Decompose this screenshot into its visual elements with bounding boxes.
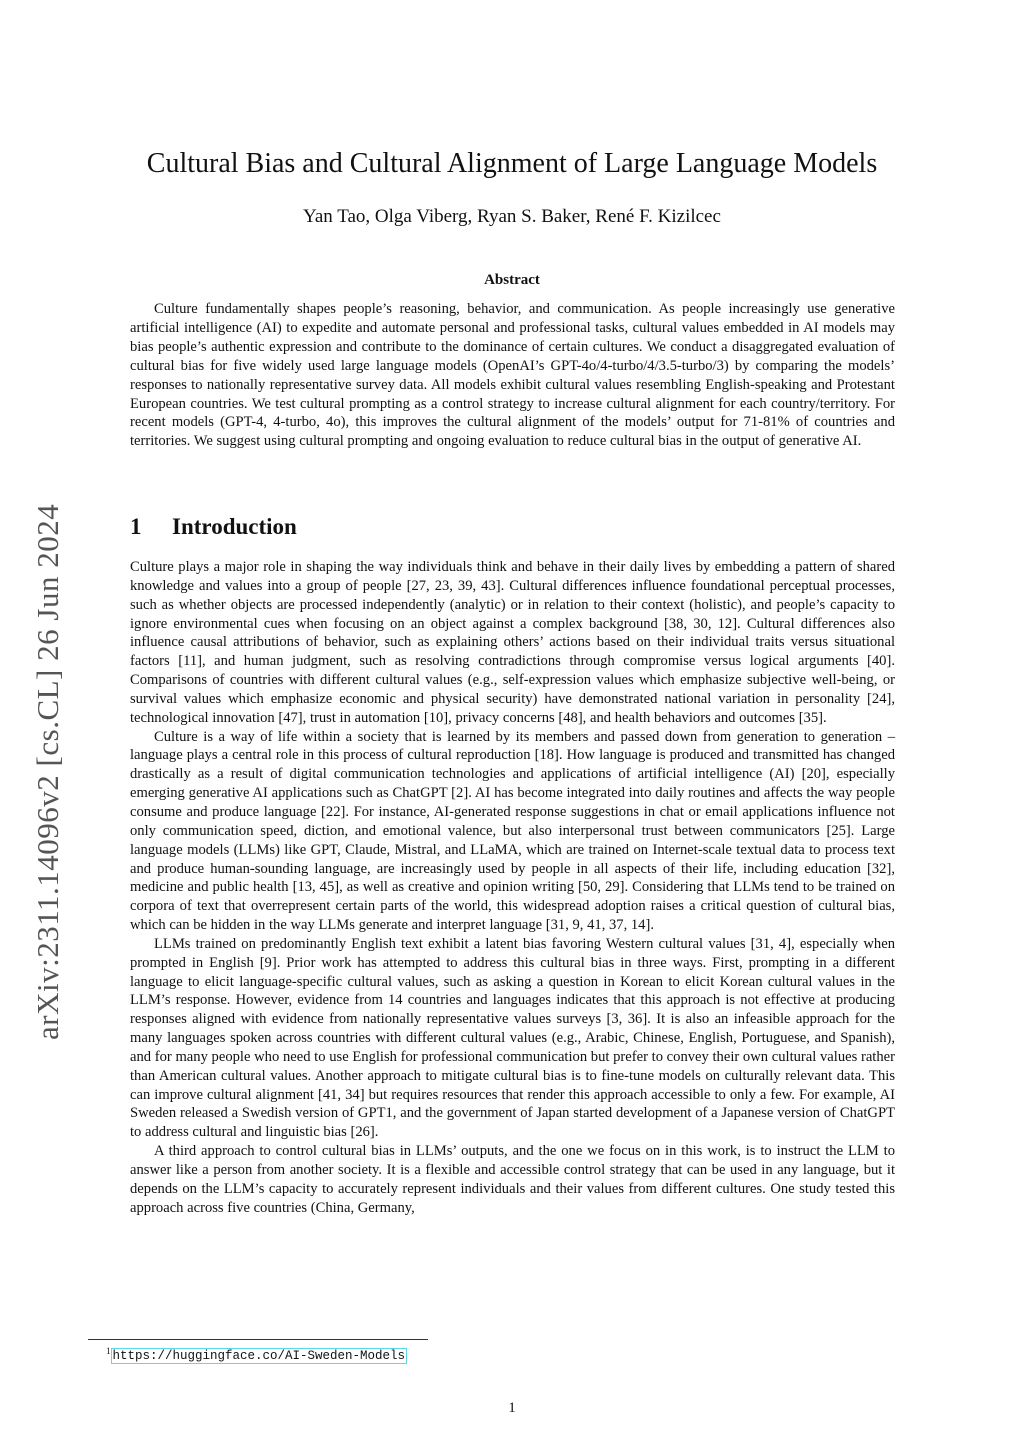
abstract-heading: Abstract (484, 272, 540, 288)
paper-title: Cultural Bias and Cultural Alignment of Large Language Models (146, 148, 878, 179)
footnote-link[interactable]: https://huggingface.co/AI-Sweden-Models (112, 1349, 406, 1364)
paragraph: A third approach to control cultural bias in LLMs’ outputs, and the one we focus on in this work, is to instruct the LLM to answer like a person from another society. It is a flexible and accessible control strategy that can be used in any language, but it depends on the LLM’s capacity to accurately represent individuals and their values from different cultures. One study tested this approach across five countries (China, Germany, (130, 1143, 895, 1216)
paragraph: LLMs trained on predominantly English text exhibit a latent bias favoring Western cultural values [31, 4], especially when prompted in English [9]. Prior work has attempted to address this cultural bias in three ways. First, prompting in a different language to elicit language-specific cultural values, such as asking a question in Korean to elicit Korean cultural values in the LLM’s response. However, evidence from 14 countries and languages indicates that this approach is not effective at producing responses aligned with evidence from nationally representative values surveys [3, 36]. It is also an infeasible approach for the many languages spoken across countries with different cultural values (e.g., Arabic, Chinese, English, Portuguese, and Spanish), and for many people who need to use English for professional communication but prefer to convey their own cultural values rather than American cultural values. Another approach to mitigate cultural bias is to fine-tune models on culturally relevant data. This can improve cultural alignment [41, 34] but requires resources that render this approach accessible to only a few. For example, AI Sweden released a Swedish version of GPT1, and the government of Japan started development of a Japanese version of ChatGPT to address cultural and linguistic bias [26]. (130, 935, 895, 1141)
footnote (106, 1346, 407, 1363)
section-number: 1 (130, 514, 142, 539)
paragraph: Culture plays a major role in shaping the way individuals think and behave in their daily lives by embedding a pattern of shared knowledge and values into a group of people [27, 23, 39, 43]. Cultural differences influence foundational perceptual processes, such as whether objects are processed independently (analytic) or in relation to their context (holistic), and people’s capacity to ignore environmental cues when focusing on an object against a complex background [38, 30, 12]. Cultural differences also influence causal attributions of behavior, such as explaining others’ actions based on their individual traits versus situational factors [11], and human judgment, such as resolving contradictions through compromise versus logical arguments [40]. Comparisons of countries with different cultural values (e.g., self-expression values which emphasize subjective well-being, or survival values which emphasize economic and physical security) have demonstrated national variation in personality [24], technological innovation [47], trust in automation [10], privacy concerns [48], and health behaviors and outcomes [35]. (130, 559, 895, 726)
introduction-body (130, 558, 895, 1218)
section-title: Introduction (172, 514, 297, 539)
footnote-marker: 1 (106, 1346, 111, 1356)
section-heading (130, 514, 297, 540)
footnote-divider (88, 1339, 428, 1340)
author-list: Yan Tao, Olga Viberg, Ryan S. Baker, René F. Kizilcec (303, 206, 721, 227)
page-number: 1 (508, 1400, 516, 1416)
abstract-text: Culture fundamentally shapes people’s reasoning, behavior, and communication. As people increasingly use generative artificial intelligence (AI) to expedite and automate personal and professional tasks, cultural values embedded in AI models may bias people’s authentic expression and contribute to the dominance of certain cultures. We conduct a disaggregated evaluation of cultural bias for five widely used large language models (OpenAI’s GPT-4o/4-turbo/4/3.5-turbo/3) by comparing the models’ responses to nationally representative survey data. All models exhibit cultural values resembling English-speaking and Protestant European countries. We test cultural prompting as a control strategy to increase cultural alignment for each country/territory. For recent models (GPT-4, 4-turbo, 4o), this improves the cultural alignment of the models’ output for 71-81% of countries and territories. We suggest using cultural prompting and ongoing evaluation to reduce cultural bias in the output of generative AI. (130, 301, 895, 450)
arxiv-identifier: arXiv:2311.14096v2 [cs.CL] 26 Jun 2024 (30, 503, 65, 1040)
paragraph: Culture is a way of life within a society that is learned by its members and passed down from generation to generation – language plays a central role in this process of cultural reproduction [18]. How language is produced and transmitted has changed drastically as a result of digital communication technologies and applications of artificial intelligence (AI) [20], especially emerging generative AI applications such as ChatGPT [2]. AI has become integrated into daily routines and affects the way people consume and produce language [22]. For instance, AI-generated response suggestions in chat or email applications influence not only communication speed, diction, and emotional valence, but also interpersonal trust between communicators [25]. Large language models (LLMs) like GPT, Claude, Mistral, and LLaMA, which are trained on Internet-scale textual data to process text and produce human-sounding language, are increasingly used by people in all aspects of their life, including education [32], medicine and public health [13, 45], as well as creative and opinion writing [50, 29]. Considering that LLMs tend to be trained on corpora of text that overrepresent certain parts of the world, this widespread adoption raises a critical question of cultural bias, which can be hidden in the way LLMs generate and interpret language [31, 9, 41, 37, 14]. (130, 728, 895, 934)
